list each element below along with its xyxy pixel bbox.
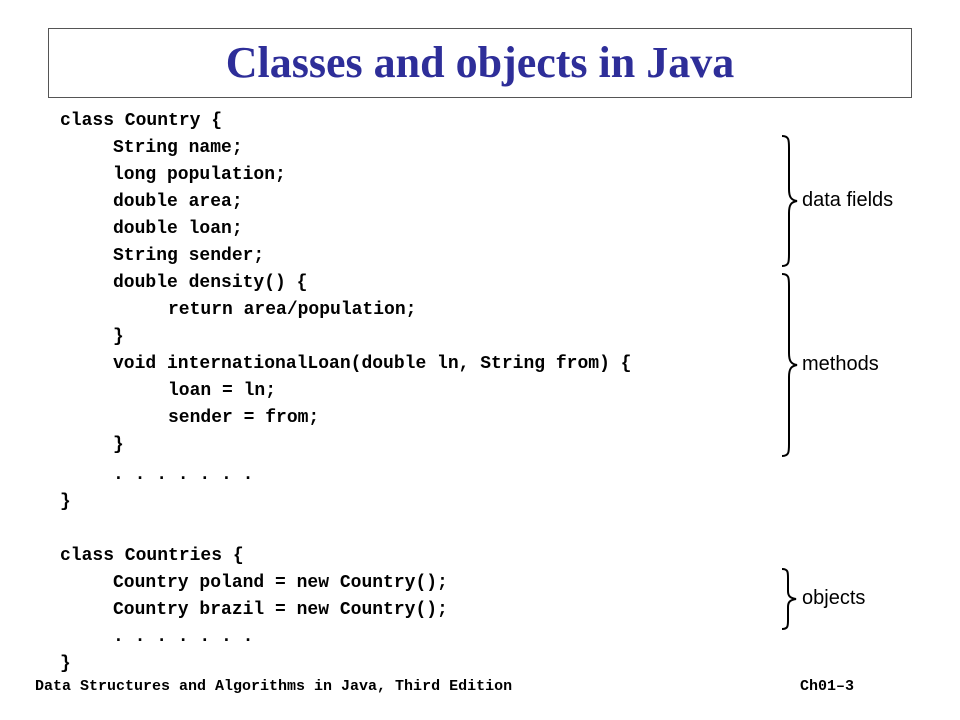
slide-title: Classes and objects in Java bbox=[225, 38, 735, 87]
code-line: long population; bbox=[113, 165, 286, 185]
code-line: return area/population; bbox=[168, 300, 417, 320]
code-line: String name; bbox=[113, 138, 243, 158]
code-line: double area; bbox=[113, 192, 243, 212]
code-line: class Country { bbox=[60, 111, 223, 131]
code-line: class Countries { bbox=[60, 546, 244, 566]
code-line: Country brazil = new Country(); bbox=[113, 600, 448, 620]
code-line: Country poland = new Country(); bbox=[113, 573, 448, 593]
code-line: } bbox=[113, 327, 124, 347]
code-line: } bbox=[113, 435, 124, 455]
data-fields-label: data fields bbox=[802, 189, 894, 211]
methods-label: methods bbox=[802, 353, 879, 375]
code-line: . . . . . . . bbox=[113, 465, 254, 485]
objects-label: objects bbox=[802, 587, 866, 609]
code-line: double density() { bbox=[113, 273, 308, 293]
code-line: String sender; bbox=[113, 246, 265, 266]
code-line: sender = from; bbox=[168, 408, 320, 428]
code-line: . . . . . . . bbox=[113, 627, 254, 647]
footer-page-number: Ch01–3 bbox=[800, 678, 855, 695]
code-line: } bbox=[60, 492, 71, 512]
code-line: void internationalLoan(double ln, String from) { bbox=[113, 354, 632, 374]
code-line: double loan; bbox=[113, 219, 243, 239]
footer-book-title: Data Structures and Algorithms in Java, Third Edition bbox=[35, 678, 513, 695]
code-line: } bbox=[60, 654, 71, 674]
title-box bbox=[48, 28, 912, 98]
code-line: loan = ln; bbox=[168, 381, 277, 401]
